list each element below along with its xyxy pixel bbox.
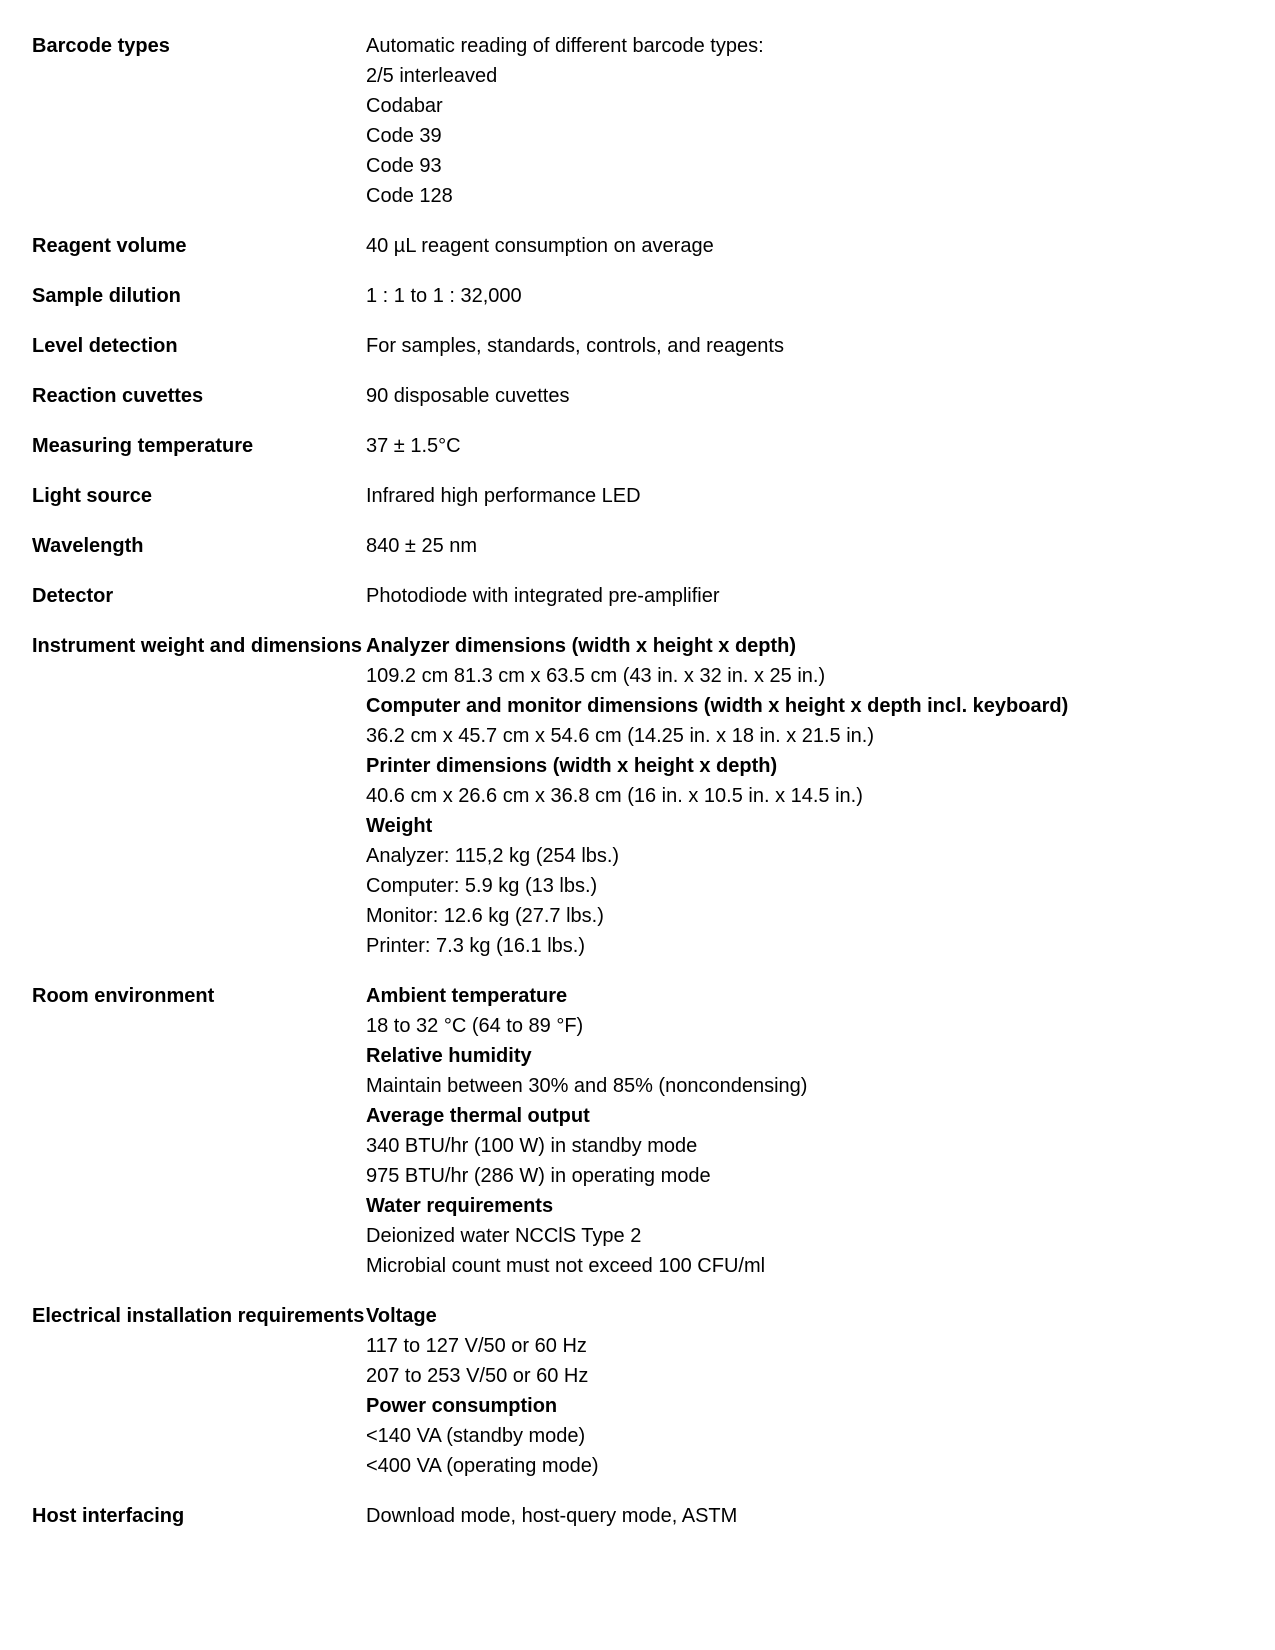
spec-label: Reaction cuvettes — [32, 385, 204, 407]
spec-value-line: Code 93 — [366, 155, 442, 177]
spec-row — [32, 581, 1242, 611]
spec-value-line: <140 VA (standby mode) — [366, 1425, 586, 1447]
spec-value-line: Codabar — [366, 95, 443, 117]
spec-label: Reagent volume — [32, 235, 187, 257]
spec-value — [366, 431, 1242, 461]
spec-row — [32, 431, 1242, 461]
spec-value — [366, 1501, 1242, 1531]
spec-row — [32, 631, 1242, 961]
spec-value — [366, 281, 1242, 311]
spec-subheading: Water requirements — [366, 1195, 554, 1217]
spec-value-line: Microbial count must not exceed 100 CFU/ml — [366, 1255, 766, 1277]
spec-value-line: Download mode, host-query mode, ASTM — [366, 1505, 738, 1527]
spec-value-line: 109.2 cm 81.3 cm x 63.5 cm (43 in. x 32 in. x 25 in.) — [366, 665, 826, 687]
spec-label: Light source — [32, 485, 153, 507]
spec-value — [366, 1301, 1242, 1481]
spec-subheading: Relative humidity — [366, 1045, 532, 1067]
spec-label: Instrument weight and dimensions — [32, 635, 363, 657]
spec-value-line: Computer: 5.9 kg (13 lbs.) — [366, 875, 598, 897]
spec-row — [32, 481, 1242, 511]
spec-row — [32, 1501, 1242, 1531]
spec-row — [32, 981, 1242, 1281]
spec-value-line: 975 BTU/hr (286 W) in operating mode — [366, 1165, 711, 1187]
spec-value-line: Analyzer: 115,2 kg (254 lbs.) — [366, 845, 620, 867]
spec-row — [32, 531, 1242, 561]
spec-row — [32, 231, 1242, 261]
spec-label: Room environment — [32, 985, 215, 1007]
spec-value — [366, 581, 1242, 611]
spec-label: Detector — [32, 585, 114, 607]
spec-subheading: Average thermal output — [366, 1105, 590, 1127]
spec-value-line: 40.6 cm x 26.6 cm x 36.8 cm (16 in. x 10.5 in. x 14.5 in.) — [366, 785, 863, 807]
spec-subheading: Printer dimensions (width x height x depth) — [366, 755, 778, 777]
spec-label: Electrical installation requirements — [32, 1305, 365, 1327]
spec-subheading: Voltage — [366, 1305, 437, 1327]
spec-value-line: 37 ± 1.5°C — [366, 435, 461, 457]
spec-value-line: Code 128 — [366, 185, 453, 207]
spec-value-line: 40 µL reagent consumption on average — [366, 235, 714, 257]
spec-subheading: Weight — [366, 815, 433, 837]
spec-value-line: Maintain between 30% and 85% (noncondensing) — [366, 1075, 808, 1097]
spec-value — [366, 631, 1242, 961]
spec-row — [32, 1301, 1242, 1481]
spec-label: Sample dilution — [32, 285, 181, 307]
spec-value-line: <400 VA (operating mode) — [366, 1455, 599, 1477]
spec-value-line: 18 to 32 °C (64 to 89 °F) — [366, 1015, 584, 1037]
spec-value-line: For samples, standards, controls, and reagents — [366, 335, 784, 357]
spec-value-line: 117 to 127 V/50 or 60 Hz — [366, 1335, 587, 1357]
spec-row — [32, 381, 1242, 411]
spec-value — [366, 531, 1242, 561]
spec-value-line: Photodiode with integrated pre-amplifier — [366, 585, 720, 607]
spec-value-line: 207 to 253 V/50 or 60 Hz — [366, 1365, 589, 1387]
spec-label: Host interfacing — [32, 1505, 185, 1527]
spec-value-line: Monitor: 12.6 kg (27.7 lbs.) — [366, 905, 604, 927]
spec-subheading: Analyzer dimensions (width x height x depth) — [366, 635, 797, 657]
spec-value — [366, 981, 1242, 1281]
spec-row — [32, 31, 1242, 211]
spec-value-line: 1 : 1 to 1 : 32,000 — [366, 285, 522, 307]
spec-value-line: 2/5 interleaved — [366, 65, 498, 87]
spec-value — [366, 381, 1242, 411]
spec-subheading: Power consumption — [366, 1395, 558, 1417]
spec-value-line: 340 BTU/hr (100 W) in standby mode — [366, 1135, 698, 1157]
spec-value-line: 36.2 cm x 45.7 cm x 54.6 cm (14.25 in. x 18 in. x 21.5 in.) — [366, 725, 875, 747]
spec-value — [366, 31, 1242, 211]
spec-value-line: Infrared high performance LED — [366, 485, 641, 507]
spec-row — [32, 331, 1242, 361]
spec-subheading: Ambient temperature — [366, 985, 568, 1007]
spec-value — [366, 231, 1242, 261]
spec-value-line: 90 disposable cuvettes — [366, 385, 570, 407]
spec-label: Barcode types — [32, 35, 170, 57]
spec-row — [32, 281, 1242, 311]
spec-label: Measuring temperature — [32, 435, 254, 457]
spec-value-line: Deionized water NCClS Type 2 — [366, 1225, 642, 1247]
spec-label: Wavelength — [32, 535, 144, 557]
spec-label: Level detection — [32, 335, 178, 357]
spec-value — [366, 331, 1242, 361]
spec-value — [366, 481, 1242, 511]
spec-sheet — [32, 31, 1242, 1551]
spec-value-line: Code 39 — [366, 125, 442, 147]
spec-value-line: 840 ± 25 nm — [366, 535, 478, 557]
spec-value-line: Automatic reading of different barcode types: — [366, 35, 764, 57]
spec-value-line: Printer: 7.3 kg (16.1 lbs.) — [366, 935, 585, 957]
spec-subheading: Computer and monitor dimensions (width x height x depth incl. keyboard) — [366, 695, 1069, 717]
